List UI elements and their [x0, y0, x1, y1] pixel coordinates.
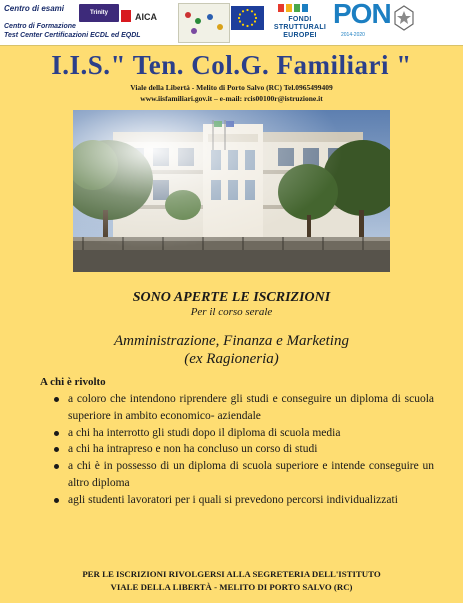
list-item — [54, 391, 434, 425]
enrollment-headline: SONO APERTE LE ISCRIZIONI — [132, 290, 331, 305]
list-item-text: a chi ha intrapreso e non ha concluso un corso di studi — [68, 443, 318, 456]
aica-logo-text: AICA — [135, 12, 157, 22]
bullet-icon — [54, 464, 59, 469]
crest-dot-icon — [217, 24, 223, 30]
school-crest-logo — [178, 3, 230, 43]
school-address: Viale della Libertà - Melito di Porto Salvo (RC) Tel.0965499409 — [130, 83, 333, 92]
fondi-logo-text: FONDI STRUTTURALI EUROPEI — [273, 16, 327, 39]
school-title: I.I.S." Ten. Col.G. Familiari " — [51, 50, 412, 80]
pon-years: 2014-2020 — [341, 32, 365, 38]
bullet-icon — [54, 397, 59, 402]
footer-address-line: VIALE DELLA LIBERTÀ - MELITO DI PORTO SALVO (RC) — [110, 582, 353, 592]
footer-contact-line: PER LE ISCRIZIONI RIVOLGERSI ALLA SEGRETERIA DELL'ISTITUTO — [82, 569, 381, 579]
pon-logo-text: PON — [333, 0, 391, 29]
school-web-contact: www.iisfamiliari.gov.it – e-mail: rcis00100r@istruzione.it — [140, 94, 323, 103]
bullet-icon — [54, 431, 59, 436]
fondi-strutturali-logo — [270, 3, 330, 41]
list-item-text: a coloro che intendono riprendere gli studi e conseguire un diploma di scuola superiore in ambito economico- aziendale — [68, 393, 434, 422]
header-divider — [0, 45, 463, 46]
bullet-icon — [54, 447, 59, 452]
eu-flag-icon — [231, 6, 264, 30]
bullet-icon — [54, 498, 59, 503]
audience-list — [54, 391, 434, 509]
pon-logo — [333, 0, 391, 38]
cert-line-test-center: Test Center Certificazioni ECDL ed EQDL — [4, 32, 141, 39]
crest-dot-icon — [185, 12, 191, 18]
list-item-text: a chi ha interrotto gli studi dopo il diploma di scuola media — [68, 426, 341, 439]
course-name: Amministrazione, Finanza e Marketing — [114, 333, 349, 349]
trinity-logo: Trinity — [79, 4, 119, 22]
aica-logo — [121, 4, 177, 28]
italian-republic-emblem-icon — [392, 4, 416, 32]
logo-strip — [0, 0, 463, 46]
list-item-text: a chi è in possesso di un diploma di scuola superiore e intende conseguire un altro diploma — [68, 460, 434, 489]
cert-line-exam-center: Centro di esami — [4, 4, 65, 13]
list-item — [54, 492, 434, 509]
crest-dot-icon — [207, 14, 213, 20]
audience-heading: A chi è rivolto — [40, 376, 106, 388]
crest-dot-icon — [191, 28, 197, 34]
aica-mark-icon — [121, 10, 131, 22]
list-item — [54, 458, 434, 492]
fondi-stripes-icon — [270, 3, 330, 13]
list-item — [54, 441, 434, 458]
cert-line-training-center: Centro di Formazione — [4, 23, 76, 30]
list-item-text: agli studenti lavoratori per i quali si prevedono percorsi individualizzati — [68, 493, 398, 506]
list-item — [54, 425, 434, 442]
school-building-photo — [73, 110, 390, 272]
crest-dot-icon — [195, 18, 201, 24]
course-former-name: (ex Ragioneria) — [184, 351, 279, 367]
evening-course-subline: Per il corso serale — [190, 306, 273, 318]
